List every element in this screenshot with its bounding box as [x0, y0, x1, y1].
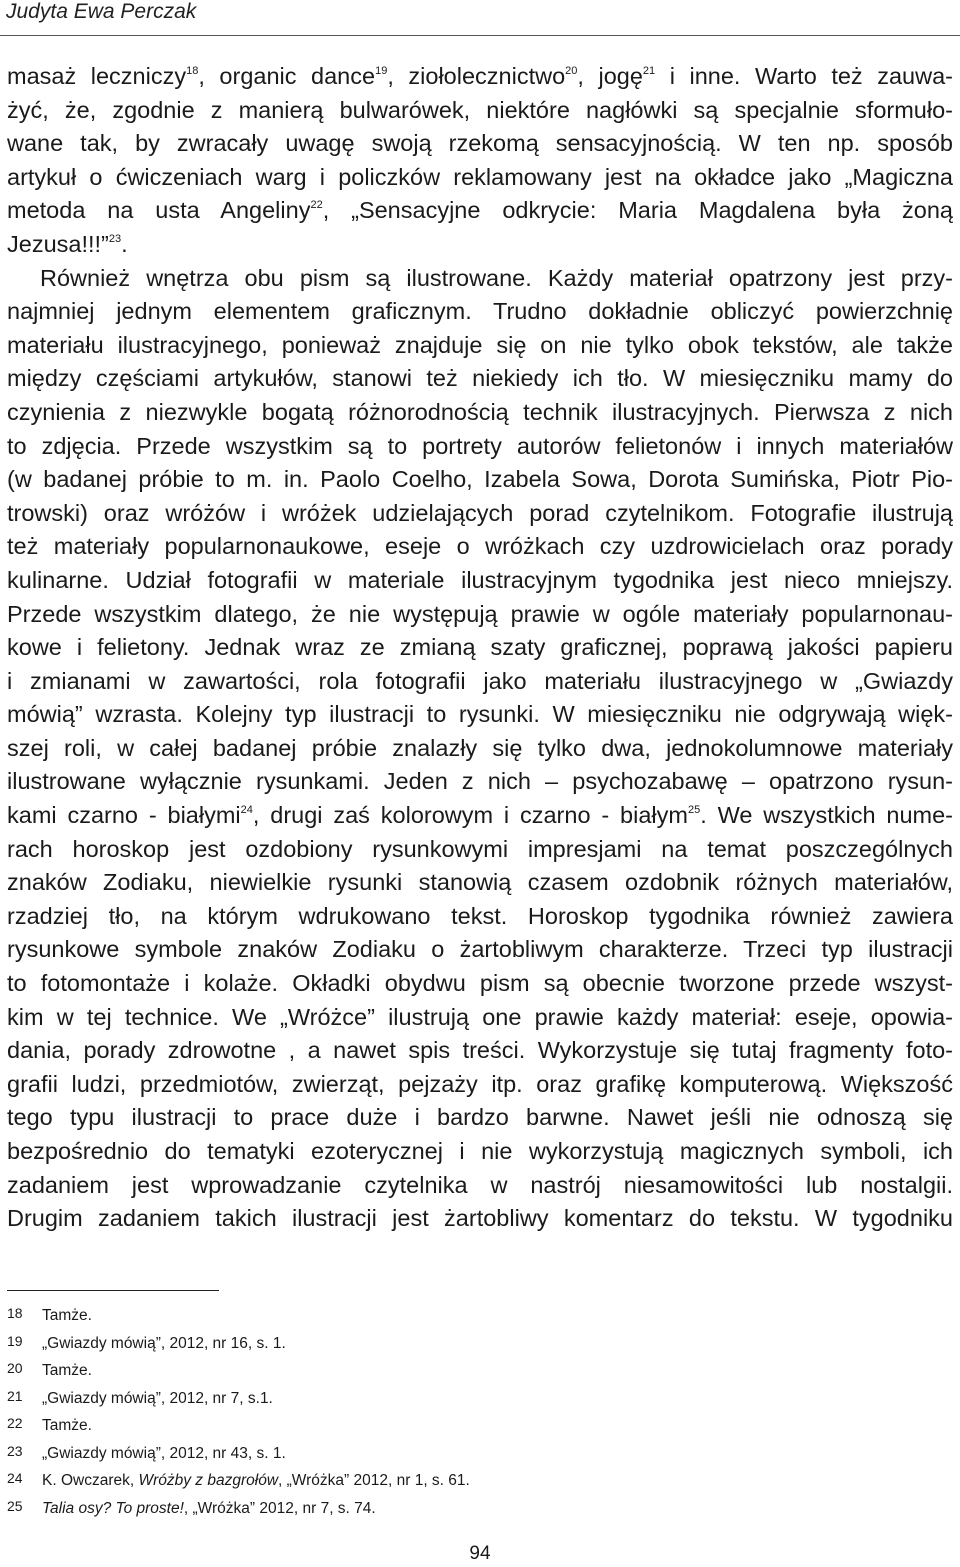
text-segment: bezpośrednio do tematyki ezoterycznej i nie wykorzystują magicznych symboli, ich: [7, 1138, 953, 1164]
text-segment: „Gwiazdy mówią”, 2012, nr 7, s.1.: [42, 1389, 273, 1407]
footnote-reference: 23: [108, 232, 122, 245]
text-segment: , „Wróżka” 2012, nr 1, s. 61.: [278, 1472, 470, 1489]
text-line: [7, 295, 953, 329]
text-segment: „Gwiazdy mówią”, 2012, nr 16, s. 1.: [42, 1334, 286, 1352]
text-segment: , „Wróżka” 2012, nr 7, s. 74.: [183, 1499, 376, 1517]
text-line: [7, 765, 953, 799]
text-segment: grafii ludzi, przedmiotów, zwierząt, pejzaży itp. oraz grafikę komputerową. Większość: [7, 1070, 953, 1097]
text-segment: Tamże.: [42, 1362, 92, 1379]
footnote-number: 18: [7, 1305, 23, 1321]
italic-title: Wróżby z bazgrołów: [138, 1472, 279, 1489]
text-segment: . We wszystkich nume-: [700, 802, 953, 829]
footnote-reference: 20: [565, 65, 578, 77]
footnote-item: [7, 1465, 907, 1493]
footnote-number: 22: [7, 1415, 23, 1431]
text-line: [7, 262, 953, 296]
text-segment: wane tak, by zwracały uwagę swoją rzekomą sensacyjnością. W ten np. sposób: [7, 130, 953, 157]
text-segment: dania, porady zdrowotne , a nawet spis treści. Wykorzystuje się tutaj fragmenty foto-: [7, 1037, 953, 1064]
footnote-item: [7, 1300, 907, 1328]
text-segment: kim w tej technice. We „Wróżce” ilustrują one prawie każdy materiał: eseje, opowia-: [7, 1003, 953, 1030]
text-line: [7, 564, 953, 598]
text-line: [7, 530, 953, 564]
footnote-item: [7, 1355, 907, 1383]
text-segment: rzadziej tło, na którym wdrukowano tekst. Horoskop tygodnika również zawiera: [7, 902, 953, 929]
text-line: [7, 866, 953, 900]
text-segment: to zdjęcia. Przede wszystkim są to portrety autorów felietonów i innych materiałów: [7, 432, 953, 459]
text-segment: i zmianami w zawartości, rola fotografii jako materiału ilustracyjnego w „Gwiazdy: [7, 667, 953, 694]
text-line: [7, 1034, 953, 1068]
text-segment: materiału ilustracyjnego, ponieważ znajduje się on nie tylko obok tekstów, ale także: [7, 331, 953, 358]
text-segment: masaż leczniczy: [7, 63, 187, 89]
footnote-number: 20: [7, 1360, 23, 1376]
text-segment: kami czarno - białymi: [7, 802, 241, 829]
text-segment: metoda na usta Angeliny: [7, 197, 311, 224]
text-segment: żyć, że, zgodnie z manierą bulwarówek, niektóre nagłówki są specjalnie sformuło-: [7, 96, 953, 123]
text-line: [7, 698, 953, 732]
text-line: [7, 1101, 953, 1135]
main-body-text: [7, 60, 953, 1236]
text-segment: .: [121, 230, 128, 257]
footnote-divider: [7, 1290, 219, 1291]
text-line: [7, 60, 953, 94]
footnote-number: 25: [7, 1497, 23, 1514]
text-segment: „Gwiazdy mówią”, 2012, nr 43, s. 1.: [42, 1444, 286, 1462]
text-line: [7, 329, 953, 363]
text-segment: Przede wszystkim dlatego, że nie występują prawie w ogóle materiały popularnonau-: [7, 600, 953, 627]
text-line: [7, 598, 953, 632]
text-line: [7, 94, 953, 128]
text-line: [7, 799, 953, 833]
text-segment: Drugim zadaniem takich ilustracji jest żartobliwy komentarz do tekstu. W tygodniku: [7, 1205, 953, 1232]
text-line: [7, 430, 953, 464]
text-segment: , organic dance: [198, 63, 376, 89]
text-segment: zadaniem jest wprowadzanie czytelnika w nastrój niesamowitości lub nostalgii.: [7, 1171, 953, 1198]
footnote-item: [7, 1328, 907, 1356]
text-line: [7, 362, 953, 396]
text-segment: rach horoskop jest ozdobiony rysunkowymi impresjami na temat poszczególnych: [7, 835, 953, 862]
text-segment: Jezusa!!!”: [7, 230, 109, 257]
text-segment: rysunkowe symbole znaków Zodiaku o żartobliwym charakterze. Trzeci typ ilustracji: [7, 936, 953, 963]
text-segment: kowe i felietony. Jednak wraz ze zmianą szaty graficznej, poprawą jakości papieru: [7, 634, 953, 661]
header-divider: [0, 35, 960, 36]
footnote-reference: 22: [310, 199, 323, 212]
text-segment: też materiały popularnonaukowe, eseje o wróżkach czy uzdrowicielach oraz porady: [7, 533, 953, 560]
text-segment: , jogę: [577, 63, 643, 89]
text-segment: tego typu ilustracji to prace duże i bardzo barwne. Nawet jeśli nie odnoszą się: [7, 1104, 953, 1131]
text-segment: ilustrowane wyłącznie rysunkami. Jeden z nich – psychozabawę – opatrzono rysun-: [7, 768, 953, 795]
text-segment: między częściami artykułów, stanowi też niekiedy ich tło. W miesięczniku mamy do: [7, 365, 953, 392]
text-line: [7, 933, 953, 967]
text-segment: trowski) oraz wróżów i wróżek udzielających porad czytelnikom. Fotografie ilustrują: [7, 499, 953, 526]
text-segment: (w badanej próbie to m. in. Paolo Coelho, Izabela Sowa, Dorota Sumińska, Piotr Pio-: [7, 466, 953, 493]
text-line: [7, 228, 953, 262]
footnotes: [7, 1300, 907, 1520]
text-segment: najmniej jednym elementem graficznym. Trudno dokładnie obliczyć powierzchnię: [7, 298, 953, 325]
footnote-number: 23: [7, 1442, 23, 1459]
footnote-reference: 24: [240, 804, 253, 817]
text-line: [7, 396, 953, 430]
text-line: [7, 1068, 953, 1102]
text-segment: artykuł o ćwiczeniach warg i policzków reklamowany jest na okładce jako „Magiczna: [7, 163, 953, 190]
footnote-reference: 25: [687, 804, 701, 817]
footnote-reference: 19: [375, 65, 388, 77]
footnote-item: [7, 1410, 907, 1438]
text-line: [7, 1001, 953, 1035]
text-line: [7, 665, 953, 699]
text-segment: znaków Zodiaku, niewielkie rysunki stanowią czasem ozdobnik różnych materiałów,: [7, 869, 953, 896]
footnote-reference: 21: [642, 65, 656, 77]
text-line: [7, 833, 953, 867]
text-line: [7, 900, 953, 934]
text-line: [7, 161, 953, 195]
text-segment: szej roli, w całej badanej próbie znalazły się tylko dwa, jednokolumnowe materiały: [7, 734, 953, 761]
running-header-author: Judyta Ewa Perczak: [6, 0, 197, 23]
text-segment: czynienia z niezwykle bogatą różnorodnością technik ilustracyjnych. Pierwsza z nich: [7, 398, 953, 425]
page-number: 94: [469, 1543, 491, 1564]
text-line: [7, 1169, 953, 1203]
footnote-number: 24: [7, 1470, 23, 1486]
text-segment: K. Owczarek,: [42, 1472, 139, 1489]
italic-title: Talia osy? To proste!: [42, 1499, 184, 1517]
footnote-reference: 18: [186, 65, 199, 77]
text-line: [7, 497, 953, 531]
text-line: [7, 631, 953, 665]
text-line: [7, 1135, 953, 1169]
text-segment: mówią” wzrasta. Kolejny typ ilustracji to rysunki. W miesięczniku nie odgrywają więk-: [7, 701, 953, 728]
text-segment: kulinarne. Udział fotografii w materiale ilustracyjnym tygodnika jest nieco mniejszy.: [7, 566, 953, 593]
text-segment: i inne. Warto też zauwa-: [655, 63, 953, 89]
text-segment: , „Sensacyjne odkrycie: Maria Magdalena była żoną: [322, 197, 953, 224]
text-segment: to fotomontaże i kolaże. Okładki obydwu pism są obecnie tworzone przede wszyst-: [7, 970, 953, 997]
text-line: [7, 967, 953, 1001]
text-line: [7, 194, 953, 228]
text-line: [7, 463, 953, 497]
footnote-number: 19: [7, 1332, 23, 1349]
footnote-item: [7, 1383, 907, 1411]
footnote-number: 21: [7, 1387, 23, 1404]
text-segment: , drugi zaś kolorowym i czarno - białym: [252, 802, 688, 829]
footnote-item: [7, 1493, 907, 1521]
text-segment: Tamże.: [42, 1307, 92, 1324]
text-segment: , ziołolecznictwo: [387, 63, 566, 89]
text-line: [7, 732, 953, 766]
text-line: [7, 1202, 953, 1236]
text-segment: Również wnętrza obu pism są ilustrowane. Każdy materiał opatrzony jest przy-: [40, 264, 953, 291]
footnote-item: [7, 1438, 907, 1466]
text-segment: Tamże.: [42, 1417, 92, 1434]
text-line: [7, 127, 953, 161]
